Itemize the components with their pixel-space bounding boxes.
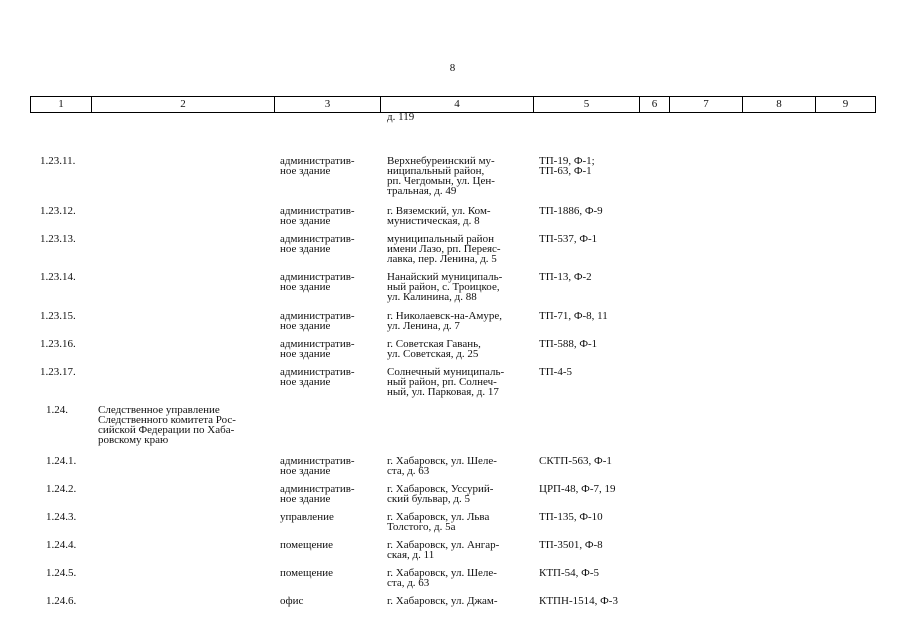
row-number: 1.24.3. (46, 511, 77, 523)
object-address: г. Хабаровск, ул. Шеле- ста, д. 63 (387, 567, 497, 589)
row-number: 1.23.13. (40, 233, 76, 245)
object-type: помещение (280, 539, 334, 551)
power-source: КТПН-1514, Ф-3 (539, 595, 618, 607)
object-address: г. Хабаровск, Уссурий- ский бульвар, д. 5 (387, 483, 494, 505)
row-number: 1.23.14. (40, 271, 76, 283)
organization-name: Следственное управление Следственного комитета Рос- сийской Федерации по Хаба- ровскому краю (98, 404, 236, 446)
object-type: административ- ное здание (280, 155, 355, 177)
object-address: Солнечный муниципаль- ный район, рп. Солнеч- ный, ул. Парковая, д. 17 (387, 366, 505, 398)
power-source: ТП-71, Ф-8, 11 (539, 310, 608, 322)
object-address: Верхнебуреинский му- ниципальный район, рп. Чегдомын, ул. Цен- тральная, д. 49 (387, 155, 495, 197)
object-address: г. Вяземский, ул. Ком- мунистическая, д. 8 (387, 205, 491, 227)
object-type: офис (280, 595, 304, 607)
row-number: 1.23.11. (40, 155, 76, 167)
column-number-header (30, 96, 876, 113)
power-source: КТП-54, Ф-5 (539, 567, 600, 579)
object-type: административ- ное здание (280, 205, 355, 227)
object-type: административ- ное здание (280, 483, 355, 505)
power-source: ТП-19, Ф-1; ТП-63, Ф-1 (539, 155, 595, 177)
row-number: 1.23.15. (40, 310, 76, 322)
object-address: г. Хабаровск, ул. Джам- (387, 595, 498, 607)
object-address: г. Хабаровск, ул. Льва Толстого, д. 5а (387, 511, 490, 533)
power-source: ТП-1886, Ф-9 (539, 205, 603, 217)
column-number-6: 6 (640, 97, 670, 113)
row-number: 1.23.17. (40, 366, 76, 378)
row-number: 1.24.5. (46, 567, 77, 579)
object-type: управление (280, 511, 334, 523)
power-source: ЦРП-48, Ф-7, 19 (539, 483, 616, 495)
object-address: г. Советская Гавань, ул. Советская, д. 25 (387, 338, 481, 360)
object-type: административ- ное здание (280, 271, 355, 293)
object-address: Нанайский муниципаль- ный район, с. Троицкое, ул. Калинина, д. 88 (387, 271, 503, 303)
object-address: г. Хабаровск, ул. Шеле- ста, д. 63 (387, 455, 497, 477)
row-number: 1.24.6. (46, 595, 77, 607)
object-type: административ- ное здание (280, 338, 355, 360)
row-number: 1.24.1. (46, 455, 77, 467)
row-number: 1.24.4. (46, 539, 77, 551)
power-source: ТП-135, Ф-10 (539, 511, 603, 523)
column-number-5: 5 (534, 97, 640, 113)
object-type: помещение (280, 567, 334, 579)
column-number-2: 2 (92, 97, 275, 113)
object-type: административ- ное здание (280, 455, 355, 477)
power-source: ТП-537, Ф-1 (539, 233, 598, 245)
column-number-1: 1 (31, 97, 92, 113)
object-type: административ- ное здание (280, 310, 355, 332)
power-source: ТП-588, Ф-1 (539, 338, 598, 350)
column-number-8: 8 (743, 97, 816, 113)
object-address: г. Хабаровск, ул. Ангар- ская, д. 11 (387, 539, 500, 561)
row-number: 1.24. (46, 404, 68, 416)
power-source: ТП-4-5 (539, 366, 572, 378)
continuation-text: д. 119 (387, 111, 415, 123)
column-number-9: 9 (816, 97, 876, 113)
row-number: 1.23.16. (40, 338, 76, 350)
object-address: муниципальный район имени Лазо, рп. Переяс- лавка, пер. Ленина, д. 5 (387, 233, 501, 265)
power-source: ТП-3501, Ф-8 (539, 539, 603, 551)
page-number: 8 (449, 62, 456, 74)
object-type: административ- ное здание (280, 366, 355, 388)
row-number: 1.23.12. (40, 205, 76, 217)
column-number-7: 7 (670, 97, 743, 113)
column-number-3: 3 (275, 97, 381, 113)
object-type: административ- ное здание (280, 233, 355, 255)
object-address: г. Николаевск-на-Амуре, ул. Ленина, д. 7 (387, 310, 502, 332)
row-number: 1.24.2. (46, 483, 77, 495)
column-number-4: 4 (381, 97, 534, 113)
power-source: СКТП-563, Ф-1 (539, 455, 612, 467)
power-source: ТП-13, Ф-2 (539, 271, 592, 283)
